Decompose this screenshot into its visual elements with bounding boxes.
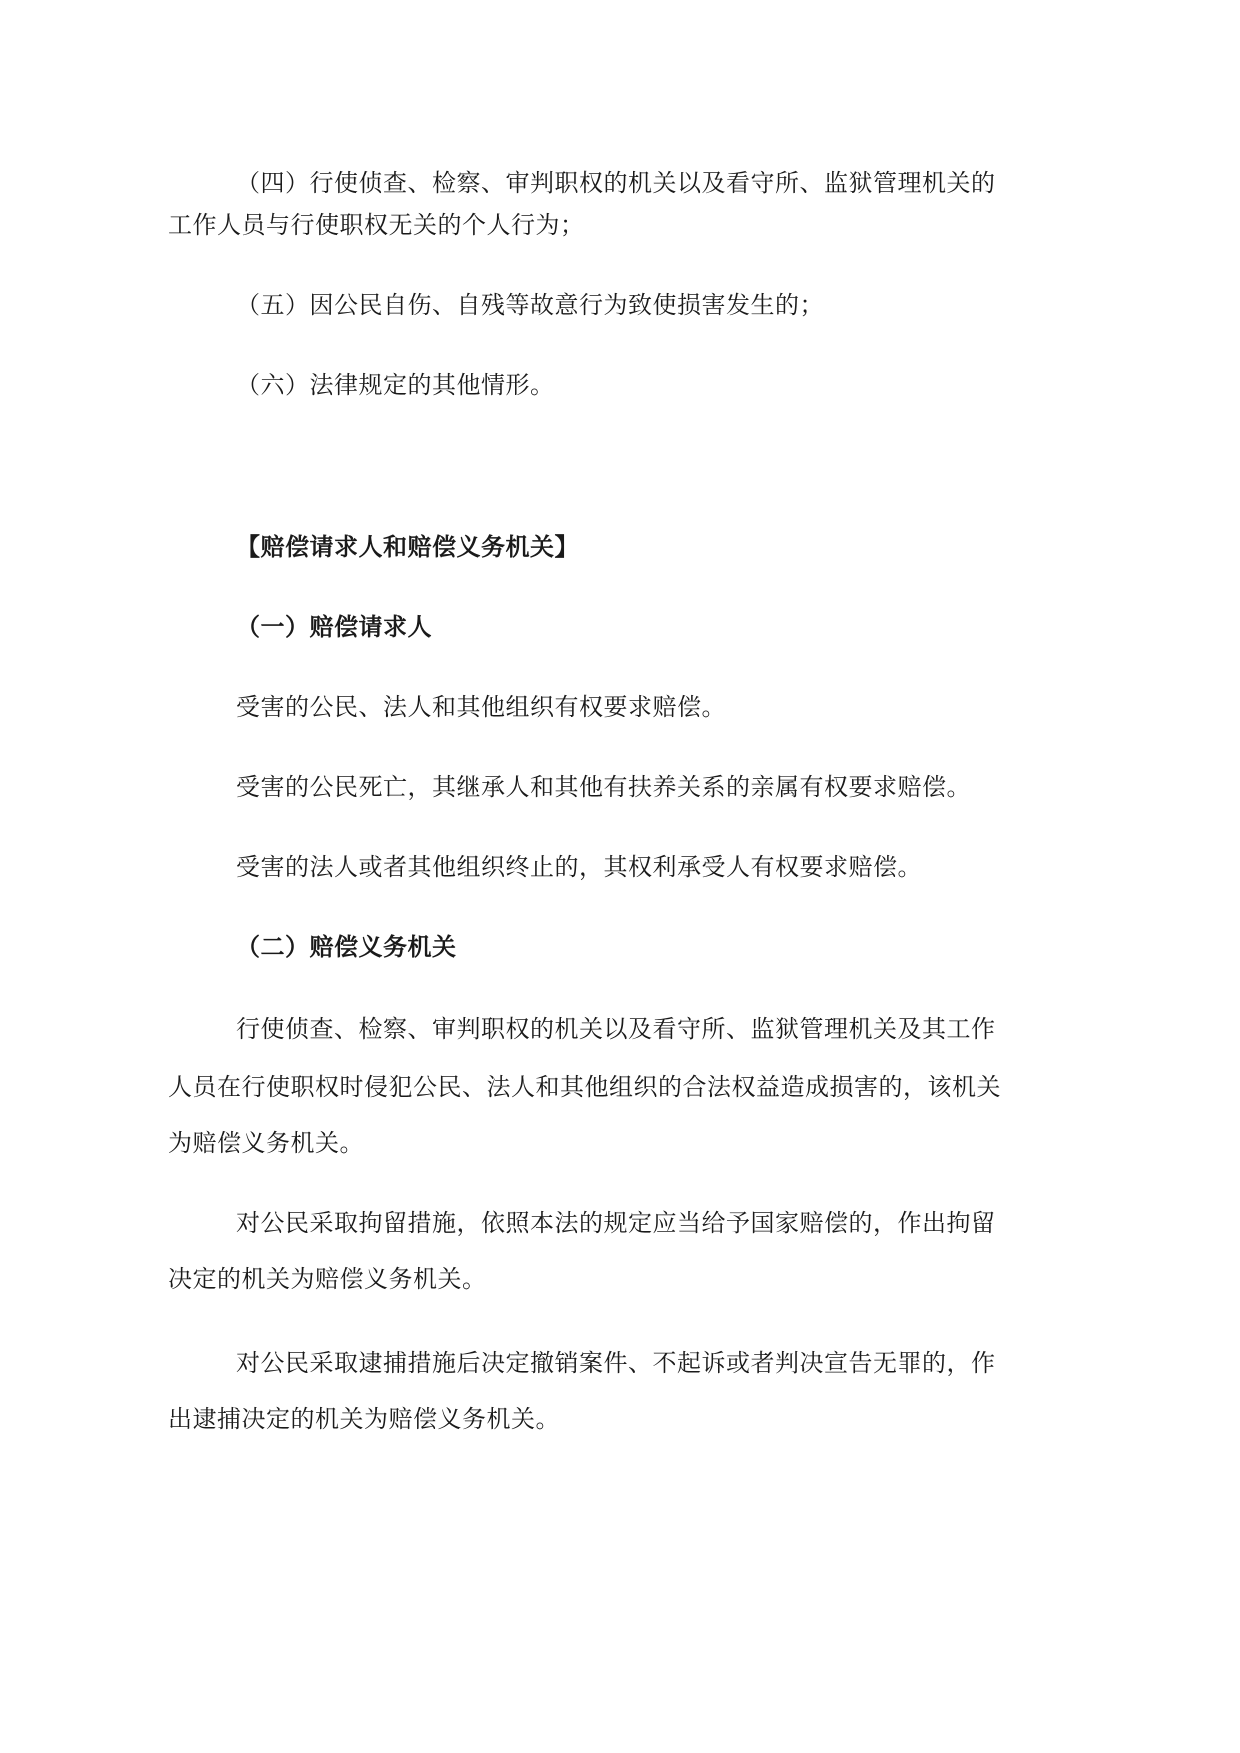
obligor-paragraph-2-line-2: 决定的机关为赔偿义务机关。 — [168, 1265, 487, 1293]
section-heading: 【赔偿请求人和赔偿义务机关】 — [236, 533, 579, 561]
item-five: （五）因公民自伤、自残等故意行为致使损害发生的； — [236, 291, 824, 319]
item-four-line-2: 工作人员与行使职权无关的个人行为； — [168, 211, 585, 239]
obligor-paragraph-3-line-1: 对公民采取逮捕措施后决定撤销案件、不起诉或者判决宣告无罪的，作 — [236, 1349, 996, 1377]
claimant-paragraph-3: 受害的法人或者其他组织终止的，其权利承受人有权要求赔偿。 — [236, 853, 922, 881]
item-six: （六）法律规定的其他情形。 — [236, 371, 555, 399]
obligor-paragraph-1-line-1: 行使侦查、检察、审判职权的机关以及看守所、监狱管理机关及其工作 — [236, 1015, 996, 1043]
obligor-paragraph-1-line-3: 为赔偿义务机关。 — [168, 1129, 364, 1157]
obligor-paragraph-2-line-1: 对公民采取拘留措施，依照本法的规定应当给予国家赔偿的，作出拘留 — [236, 1209, 996, 1237]
subheading-obligor: （二）赔偿义务机关 — [236, 933, 457, 961]
subheading-claimant: （一）赔偿请求人 — [236, 613, 432, 641]
item-four-line-1: （四）行使侦查、检察、审判职权的机关以及看守所、监狱管理机关的 — [236, 169, 996, 197]
obligor-paragraph-1-line-2: 人员在行使职权时侵犯公民、法人和其他组织的合法权益造成损害的，该机关 — [168, 1073, 1001, 1101]
claimant-paragraph-2: 受害的公民死亡，其继承人和其他有扶养关系的亲属有权要求赔偿。 — [236, 773, 971, 801]
claimant-paragraph-1: 受害的公民、法人和其他组织有权要求赔偿。 — [236, 693, 726, 721]
obligor-paragraph-3-line-2: 出逮捕决定的机关为赔偿义务机关。 — [168, 1405, 560, 1433]
